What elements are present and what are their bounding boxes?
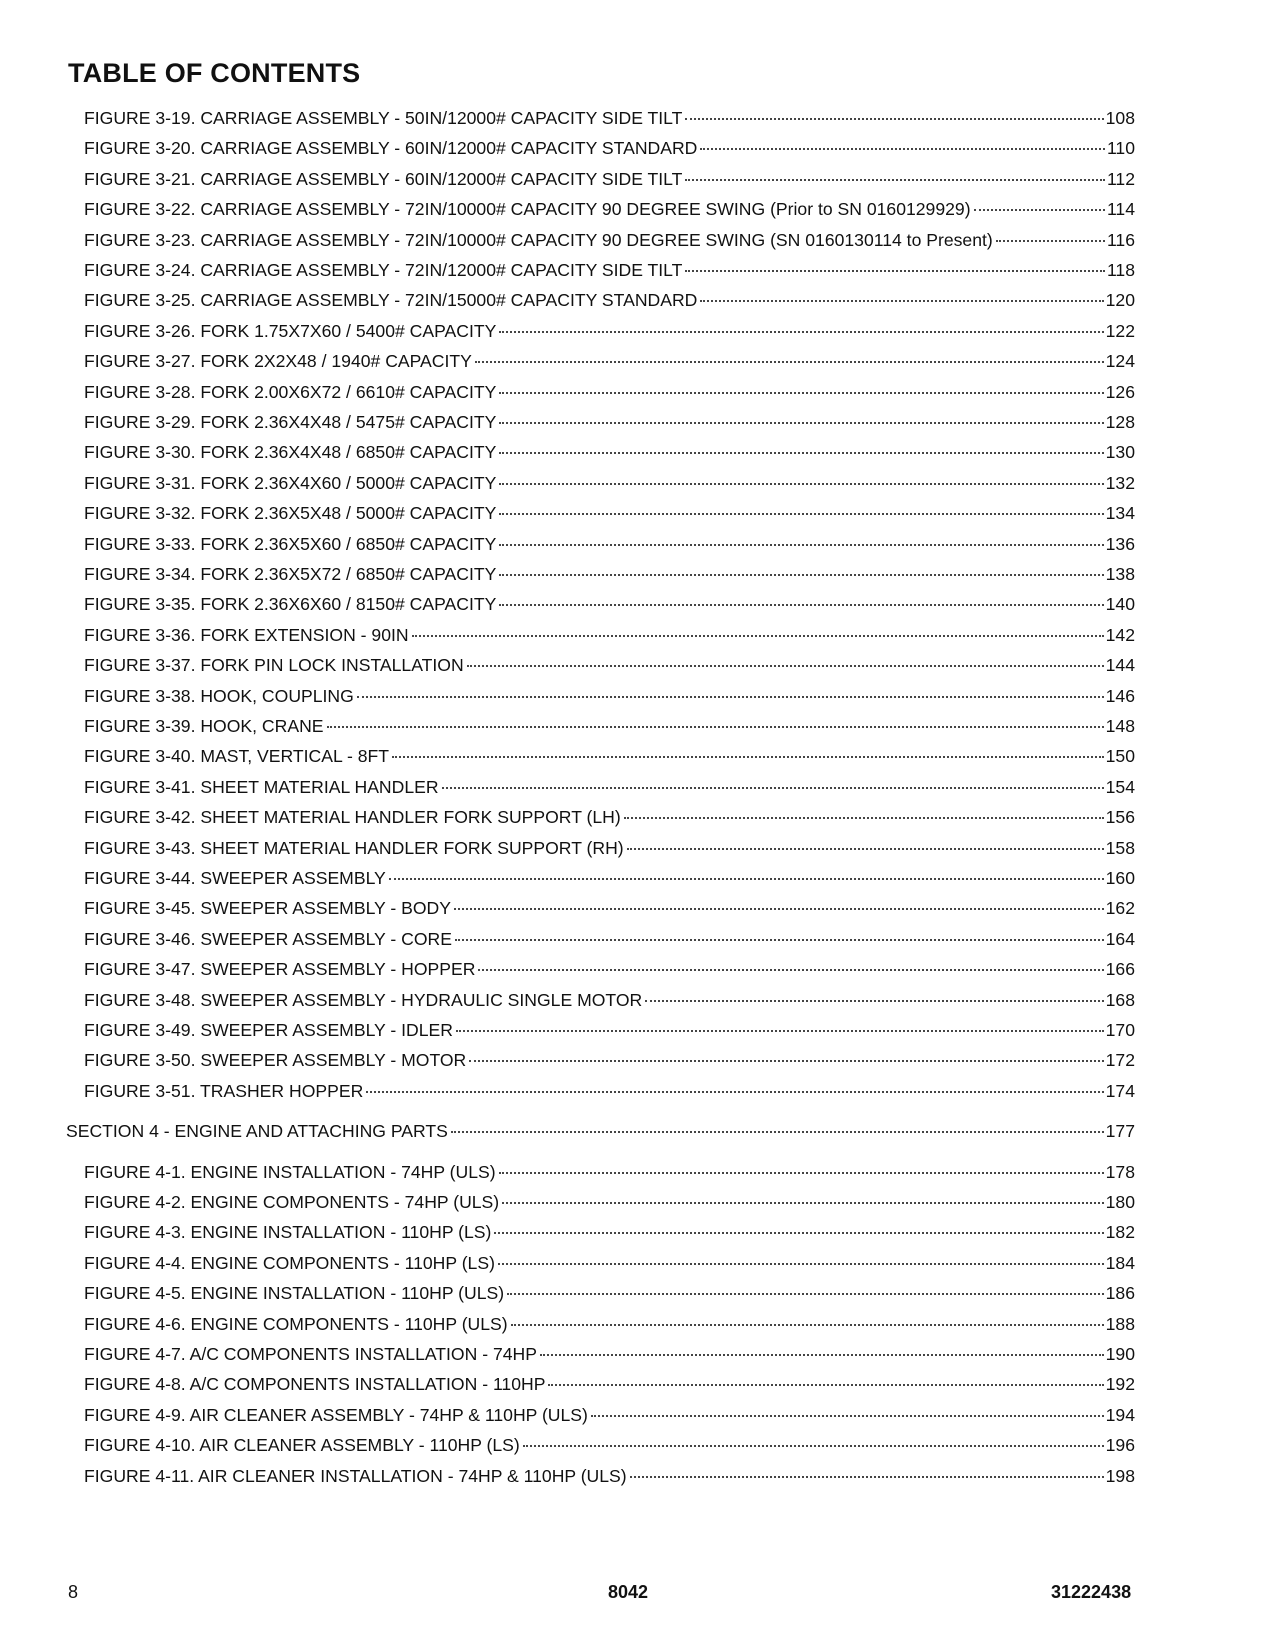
dot-leader (455, 938, 1104, 941)
toc-entry-label: FIGURE 3-49. SWEEPER ASSEMBLY - IDLER (84, 1020, 453, 1040)
dot-leader (499, 451, 1103, 454)
dot-leader (494, 1231, 1103, 1234)
toc-entry-page: 196 (1105, 1435, 1135, 1456)
toc-entry-label: FIGURE 3-24. CARRIAGE ASSEMBLY - 72IN/12000# CAPACITY SIDE TILT (84, 260, 683, 280)
toc-entry-label: FIGURE 3-45. SWEEPER ASSEMBLY - BODY (84, 898, 451, 919)
dot-leader (499, 421, 1103, 424)
toc-entry-label: FIGURE 3-25. CARRIAGE ASSEMBLY - 72IN/15000# CAPACITY STANDARD (84, 290, 698, 311)
dot-leader (548, 1383, 1103, 1386)
toc-figure-entry[interactable] (84, 716, 1135, 737)
toc-entry-page: 186 (1105, 1283, 1135, 1304)
toc-figure-entry[interactable] (84, 594, 1135, 615)
toc-figure-entry[interactable] (84, 230, 1135, 251)
toc-entry-label: FIGURE 4-7. A/C COMPONENTS INSTALLATION - 74HP (84, 1344, 537, 1364)
dot-leader (540, 1353, 1104, 1356)
toc-entry-page: 150 (1105, 746, 1135, 767)
toc-entry-label: FIGURE 3-33. FORK 2.36X5X60 / 6850# CAPACITY (84, 533, 497, 554)
dot-leader (630, 1475, 1104, 1478)
toc-entry-page: 108 (1105, 108, 1135, 128)
toc-entry-page: 184 (1105, 1252, 1135, 1273)
toc-figure-entry[interactable] (84, 138, 1135, 159)
toc-entry-label: FIGURE 3-30. FORK 2.36X4X48 / 6850# CAPACITY (84, 442, 497, 463)
dot-leader (467, 664, 1104, 667)
dot-leader (442, 786, 1104, 789)
toc-entry-label: FIGURE 4-6. ENGINE COMPONENTS - 110HP (ULS) (84, 1313, 508, 1334)
toc-entry-label: FIGURE 3-27. FORK 2X2X48 / 1940# CAPACITY (84, 351, 472, 372)
toc-entry-label: FIGURE 3-41. SHEET MATERIAL HANDLER (84, 776, 439, 797)
toc-entry-page: 162 (1105, 898, 1135, 919)
toc-figure-entry[interactable] (84, 838, 1135, 859)
toc-entry-page: 146 (1105, 685, 1135, 706)
toc-figure-entry[interactable] (84, 534, 1135, 555)
dot-leader (499, 512, 1103, 515)
toc-entry-page: 182 (1105, 1222, 1135, 1243)
toc-figure-entry[interactable] (84, 1283, 1135, 1304)
toc-entry-page: 110 (1106, 138, 1135, 159)
dot-leader (499, 391, 1103, 394)
toc-entry-label: FIGURE 3-38. HOOK, COUPLING (84, 685, 354, 706)
toc-entry-page: 166 (1105, 959, 1135, 980)
toc-entry-page: 132 (1105, 472, 1135, 493)
toc-entry-page: 172 (1105, 1050, 1135, 1071)
toc-entry-label: FIGURE 3-48. SWEEPER ASSEMBLY - HYDRAULIC SINGLE MOTOR (84, 989, 643, 1010)
dot-leader (499, 1171, 1104, 1174)
toc-entry-page: 190 (1105, 1344, 1135, 1364)
toc-entry-page: 156 (1105, 807, 1135, 828)
toc-entry-page: 128 (1105, 412, 1135, 432)
toc-entry-page: 140 (1105, 594, 1135, 615)
dot-leader (478, 968, 1103, 971)
toc-entry-label: FIGURE 4-10. AIR CLEANER ASSEMBLY - 110HP (LS) (84, 1435, 520, 1456)
toc-entry-page: 114 (1106, 199, 1135, 220)
footer-page-number: 8 (68, 1582, 79, 1602)
toc-figure-entry[interactable] (84, 1222, 1135, 1243)
toc-figure-entry[interactable] (84, 686, 1135, 707)
toc-figure-entry[interactable] (84, 412, 1135, 433)
dot-leader (685, 117, 1103, 120)
toc-entry-page: 138 (1105, 564, 1135, 584)
toc-figure-entry[interactable] (84, 898, 1135, 919)
toc-entry-page: 154 (1105, 776, 1135, 797)
dot-leader (357, 695, 1104, 698)
toc-entry-label: FIGURE 3-42. SHEET MATERIAL HANDLER FORK SUPPORT (LH) (84, 807, 621, 828)
dot-leader (499, 603, 1103, 606)
dot-leader (511, 1323, 1104, 1326)
dot-leader (469, 1059, 1103, 1062)
toc-entry-label: FIGURE 3-21. CARRIAGE ASSEMBLY - 60IN/12000# CAPACITY SIDE TILT (84, 168, 683, 189)
toc-entry-label: FIGURE 3-39. HOOK, CRANE (84, 716, 324, 736)
toc-entry-page: 160 (1105, 868, 1135, 888)
dot-leader (454, 907, 1104, 910)
toc-entry-page: 188 (1105, 1313, 1135, 1334)
toc-entry-label: FIGURE 3-51. TRASHER HOPPER (84, 1080, 364, 1101)
dot-leader (499, 330, 1103, 333)
toc-entry-page: 178 (1105, 1161, 1135, 1182)
toc-entry-label: FIGURE 3-23. CARRIAGE ASSEMBLY - 72IN/10000# CAPACITY 90 DEGREE SWING (SN 0160130114 to Present) (84, 229, 993, 250)
toc-entry-page: 168 (1105, 989, 1135, 1010)
toc-figure-entry[interactable] (84, 108, 1135, 129)
toc-entry-label: FIGURE 3-20. CARRIAGE ASSEMBLY - 60IN/12000# CAPACITY STANDARD (84, 138, 698, 159)
toc-entry-label: FIGURE 3-22. CARRIAGE ASSEMBLY - 72IN/10000# CAPACITY 90 DEGREE SWING (Prior to SN 0160129929) (84, 199, 971, 220)
toc-entry-label: SECTION 4 - ENGINE AND ATTACHING PARTS (66, 1121, 448, 1142)
toc-entry-page: 124 (1105, 351, 1135, 372)
toc-figure-entry[interactable] (84, 1405, 1135, 1426)
toc-figure-entry[interactable] (84, 321, 1135, 342)
toc-figure-entry[interactable] (84, 1081, 1135, 1102)
toc-figure-entry[interactable] (84, 260, 1135, 281)
dot-leader (502, 1201, 1103, 1204)
toc-figure-entry[interactable] (84, 807, 1135, 828)
toc-figure-entry[interactable] (84, 442, 1135, 463)
dot-leader (392, 755, 1104, 758)
toc-entry-page: 194 (1105, 1404, 1135, 1425)
toc-figure-entry[interactable] (84, 777, 1135, 798)
toc-section-entry[interactable] (66, 1121, 1135, 1142)
toc-figure-entry[interactable] (84, 564, 1135, 585)
toc-entry-page: 180 (1105, 1192, 1135, 1212)
dot-leader (591, 1414, 1104, 1417)
toc-entry-page: 120 (1105, 290, 1135, 311)
toc-figure-entry[interactable] (84, 169, 1135, 190)
page-title: TABLE OF CONTENTS (68, 58, 361, 88)
toc-entry-page: 112 (1106, 168, 1135, 189)
toc-entry-page: 126 (1105, 381, 1135, 402)
toc-entry-label: FIGURE 3-34. FORK 2.36X5X72 / 6850# CAPACITY (84, 564, 497, 584)
toc-figure-entry[interactable] (84, 1192, 1135, 1213)
toc-entry-label: FIGURE 3-40. MAST, VERTICAL - 8FT (84, 746, 390, 767)
dot-leader (700, 147, 1105, 150)
toc-entry-page: 174 (1105, 1080, 1135, 1101)
toc-entry-page: 130 (1105, 442, 1135, 463)
toc-entry-label: FIGURE 4-9. AIR CLEANER ASSEMBLY - 74HP & 110HP (ULS) (84, 1404, 588, 1425)
dot-leader (645, 999, 1103, 1002)
toc-entry-label: FIGURE 3-44. SWEEPER ASSEMBLY (84, 868, 386, 888)
toc-entry-page: 136 (1105, 533, 1135, 554)
dot-leader (366, 1090, 1103, 1093)
dot-leader (507, 1292, 1104, 1295)
toc-figure-entry[interactable] (84, 1020, 1135, 1041)
toc-entry-page: 144 (1105, 655, 1135, 676)
toc-entry-label: FIGURE 3-19. CARRIAGE ASSEMBLY - 50IN/12000# CAPACITY SIDE TILT (84, 108, 683, 128)
dot-leader (624, 816, 1104, 819)
toc-entry-page: 122 (1105, 320, 1135, 341)
toc-figure-entry[interactable] (84, 290, 1135, 311)
dot-leader (996, 239, 1105, 242)
toc-entry-label: FIGURE 3-50. SWEEPER ASSEMBLY - MOTOR (84, 1050, 467, 1071)
toc-entry-page: 148 (1105, 716, 1135, 736)
toc-entry-label: FIGURE 3-47. SWEEPER ASSEMBLY - HOPPER (84, 959, 476, 980)
toc-entry-page: 192 (1105, 1374, 1135, 1395)
toc-figure-entry[interactable] (84, 473, 1135, 494)
dot-leader (974, 208, 1105, 211)
dot-leader (475, 360, 1104, 363)
toc-entry-page: 116 (1106, 229, 1135, 250)
toc-entry-page: 134 (1105, 503, 1135, 524)
dot-leader (412, 634, 1104, 637)
toc-figure-entry[interactable] (84, 1314, 1135, 1335)
toc-figure-entry[interactable] (84, 1253, 1135, 1274)
toc-entry-page: 118 (1106, 260, 1135, 280)
toc-entry-label: FIGURE 3-28. FORK 2.00X6X72 / 6610# CAPACITY (84, 381, 497, 402)
dot-leader (498, 1262, 1104, 1265)
toc-entry-page: 164 (1105, 928, 1135, 949)
toc-figure-entry[interactable] (84, 1466, 1135, 1487)
dot-leader (327, 725, 1104, 728)
toc-entry-page: 170 (1105, 1020, 1135, 1040)
toc-figure-entry[interactable] (84, 199, 1135, 220)
dot-leader (523, 1444, 1104, 1447)
toc-entry-page: 142 (1105, 624, 1135, 645)
toc-figure-entry[interactable] (84, 959, 1135, 980)
toc-entry-label: FIGURE 3-26. FORK 1.75X7X60 / 5400# CAPACITY (84, 320, 497, 341)
toc-figure-entry[interactable] (84, 503, 1135, 524)
dot-leader (389, 877, 1104, 880)
toc-entry-label: FIGURE 3-31. FORK 2.36X4X60 / 5000# CAPACITY (84, 472, 497, 493)
toc-figure-entry[interactable] (84, 351, 1135, 372)
footer-doc-number: 31222438 (1051, 1582, 1132, 1602)
dot-leader (451, 1130, 1104, 1133)
dot-leader (685, 269, 1105, 272)
dot-leader (499, 543, 1103, 546)
toc-entry-label: FIGURE 3-46. SWEEPER ASSEMBLY - CORE (84, 928, 452, 949)
toc-figure-entry[interactable] (84, 625, 1135, 646)
toc-entry-label: FIGURE 3-32. FORK 2.36X5X48 / 5000# CAPACITY (84, 503, 497, 524)
toc-entry-label: FIGURE 3-35. FORK 2.36X6X60 / 8150# CAPACITY (84, 594, 497, 615)
toc-entry-label: FIGURE 4-1. ENGINE INSTALLATION - 74HP (ULS) (84, 1161, 496, 1182)
toc-entry-label: FIGURE 4-3. ENGINE INSTALLATION - 110HP (LS) (84, 1222, 492, 1243)
toc-entry-label: FIGURE 3-37. FORK PIN LOCK INSTALLATION (84, 655, 464, 676)
toc-entry-label: FIGURE 4-5. ENGINE INSTALLATION - 110HP (ULS) (84, 1283, 505, 1304)
toc-entry-label: FIGURE 4-8. A/C COMPONENTS INSTALLATION - 110HP (84, 1374, 546, 1395)
toc-entry-label: FIGURE 4-11. AIR CLEANER INSTALLATION - 74HP & 110HP (ULS) (84, 1465, 627, 1486)
toc-figure-entry[interactable] (84, 1162, 1135, 1183)
toc-figure-entry[interactable] (84, 929, 1135, 950)
toc-figure-entry[interactable] (84, 1435, 1135, 1456)
toc-figure-entry[interactable] (84, 382, 1135, 403)
toc-figure-entry[interactable] (84, 868, 1135, 889)
toc-entry-page: 158 (1105, 837, 1135, 858)
dot-leader (700, 299, 1103, 302)
toc-figure-entry[interactable] (84, 1344, 1135, 1365)
toc-figure-entry[interactable] (84, 990, 1135, 1011)
toc-entry-label: FIGURE 4-4. ENGINE COMPONENTS - 110HP (LS) (84, 1252, 495, 1273)
dot-leader (499, 482, 1103, 485)
toc-entry-label: FIGURE 4-2. ENGINE COMPONENTS - 74HP (ULS) (84, 1192, 500, 1212)
toc-entry-page: 177 (1105, 1121, 1135, 1142)
toc-figure-entry[interactable] (84, 655, 1135, 676)
footer-model: 8042 (608, 1582, 649, 1602)
dot-leader (627, 847, 1104, 850)
toc-entry-label: FIGURE 3-43. SHEET MATERIAL HANDLER FORK SUPPORT (RH) (84, 837, 624, 858)
toc-figure-entry[interactable] (84, 1374, 1135, 1395)
dot-leader (499, 573, 1103, 576)
toc-figure-entry[interactable] (84, 746, 1135, 767)
dot-leader (685, 178, 1105, 181)
toc-figure-entry[interactable] (84, 1050, 1135, 1071)
toc-entry-label: FIGURE 3-29. FORK 2.36X4X48 / 5475# CAPACITY (84, 412, 497, 432)
toc-entry-page: 198 (1105, 1465, 1135, 1486)
toc-entry-label: FIGURE 3-36. FORK EXTENSION - 90IN (84, 624, 409, 645)
dot-leader (456, 1029, 1104, 1032)
